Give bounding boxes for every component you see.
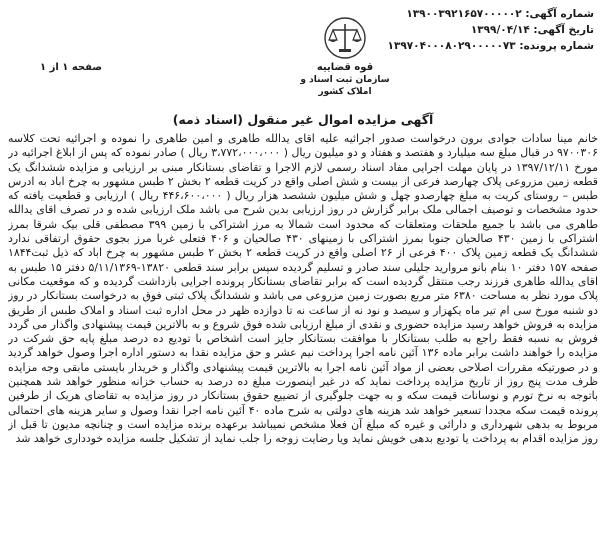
org-name-line1: قوه قضاییه <box>316 62 374 73</box>
ad-date: تاریخ آگهی: ۱۳۹۹/۰۴/۱۴ <box>470 24 594 36</box>
emblem-icon <box>323 16 367 60</box>
notice-title: آگهی مزایده اموال غیر منقول (اسناد ذمه) <box>172 112 434 127</box>
ad-metadata <box>384 6 594 54</box>
ad-number: شماره آگهی: ۱۳۹۰۰۳۹۲۱۶۵۷۰۰۰۰۰۲ <box>406 8 594 20</box>
page-number: صفحه ۱ از ۱ <box>40 62 102 73</box>
org-name-line2: سازمان ثبت اسناد و املاک کشور <box>300 75 390 97</box>
notice-body: خانم مینا سادات جوادی برون درخواست صدور اجرائیه علیه اقای یدالله طاهری و امین طاهری را نموده و اجرائیه تحت کلاسه ۹۷۰۰۳۰۶ در قبال مبلغ سه میلیارد و هفتصد و هفتاد و دو میلیون ریال ( ۳،۷۷۲،۰۰۰،۰۰۰ ریال ) صادر نموده که پس از ابلاغ اجرائیه در مورخ ۱۳۹۷/۱۲/۱۱ در پایان مهلت اجرایی مفاد اسناد رسمی لازم الاجرا و تقاضای بستانکار مبنی بر ارزیابی و مزایده ششدانگ یک قطعه زمین مزروعی پلاک چهارصد فرعی از بیست و شش اصلی واقع در کریت قطعه ۲ بخش ۲ طبس مشهور به چرخ اباد به ادرس طبس – روستای کریت به مبلغ چهارصدو چهل و شش میلیون ششصد هزار ریال ( ۴۴۶،۶۰۰،۰۰۰ ریال ) ارزیابی و قطعیت یافته که حدود مشخصات و توصیف اجمالی ملک برابر گزارش در روز ارزیابی بدین شرح می باشد ملک ارزیابی شده و در تصرف اقای یدالله طاهری می باشد با جمیع ملحقات ومتعلقات که محدود است شمالا به مرز اشتراکی با زمین ۳۹۹ مصطفی قلی بیک شرقا بمرز اشتراکی با زمین ۴۳۰ صالحیان جنوبا بمرز اشتراکی با زمینهای ۴۳۰ صالحیان و ۴۰۶ فتعلی غربا مرز بجوی حقوق ارتفاقی ندارد ششدانگ یک قطعه زمین پلاک ۴۰۰ فرعی از ۲۶ اصلی واقع در کریت قطعه ۲ بخش ۲ طبس مشهور به چرخ اباد که ذیل ثبت۱۸۴۴ صفحه ۱۵۷ دفتر ۱۰ بنام بانو مرواريد جلیلی سند صادر و تسلیم گردیده سپس برابر سند قطعی ۱۳۸۲۰-۵/۱۱/۱۳۶۹ دفتر ۱۵ طبس به اقای یدالله طاهری فرزند رجب منتقل گردیده است که برابر تقاضای بستانکار پرونده اجرایی بازداشت گردیده و که موقعیت مکانی پلاک مورد نظر به مساحت ۶۳۸۰ متر مربع بصورت زمین مزروعی می باشد و ششدانگ پلاک ثبتی فوق به درخواست بستانکار در روز دو شنبه مورخ سی ام تیر ماه یکهزار و سیصد و نود نه از ساعت نه تا دوازده ظهر در محل اداره ثبت اسناد و املاک طبس از طریق مزایده به فروش خواهد رسید مزایده حضوری و نقدی از مبلغ ارزیابی شده فوق شروع و به بالاترین قیمت پیشنهادی واگذار می گردد فروش به نسبه فقط راجع به طلب بستانکار با موافقت بستانکار جایز است اشخاص با تودیع ده درصد مبلغ پایه حق شرکت در مزایده را خواهند داشت برابر ماده ۱۳۶ آئین نامه اجرا پرداخت نیم عشر و حق مزایده نقدا به دستور اداره اجرا وصول خواهد گردید و در صورتیکه مقررات اصلاحی بعضی از مواد آئین نامه اجرا به بالاترین قیمت پیشنهادی واگذار و خریدار بایستی مابقی وجه مزایده ظرف مدت پنج روز از تاریخ مزایده پرداخت نماید که در غیر اینصورت مبلغ ده درصد به حساب خزانه منظور خواهد شد همچنین باتوجه به نرخ تورم و نوسانات قیمت سکه و به جهت جلوگیری از تضییع حقوق بستانکار در روز مزایده به تقاضای هریک از طرفین پرونده قیمت سکه مجددا تسعیر خواهد شد هزینه های دولتی به شرح ماده ۴۰ آئین نامه اجرا نقدا وصول و سایر هزینه های احتمالی مربوط به بدهی شهرداری و دارائی و غیره که مبلغ آن فعلا مشخص نمیباشد برعهده برنده مزایده است و چنانچه مدیون تا قبل از روز مزایده اقدام به پرداخت یا تودیع بدهی خویش نماید ویا رضایت زوجه را جلب نماید از تشکیل جلسه مزایده خودداری خواهد شد <box>8 132 598 446</box>
org-logo <box>290 16 400 96</box>
file-number: شماره پرونده: ۱۳۹۷۰۴۰۰۰۸۰۲۹۰۰۰۰۰۷۳ <box>387 40 594 52</box>
